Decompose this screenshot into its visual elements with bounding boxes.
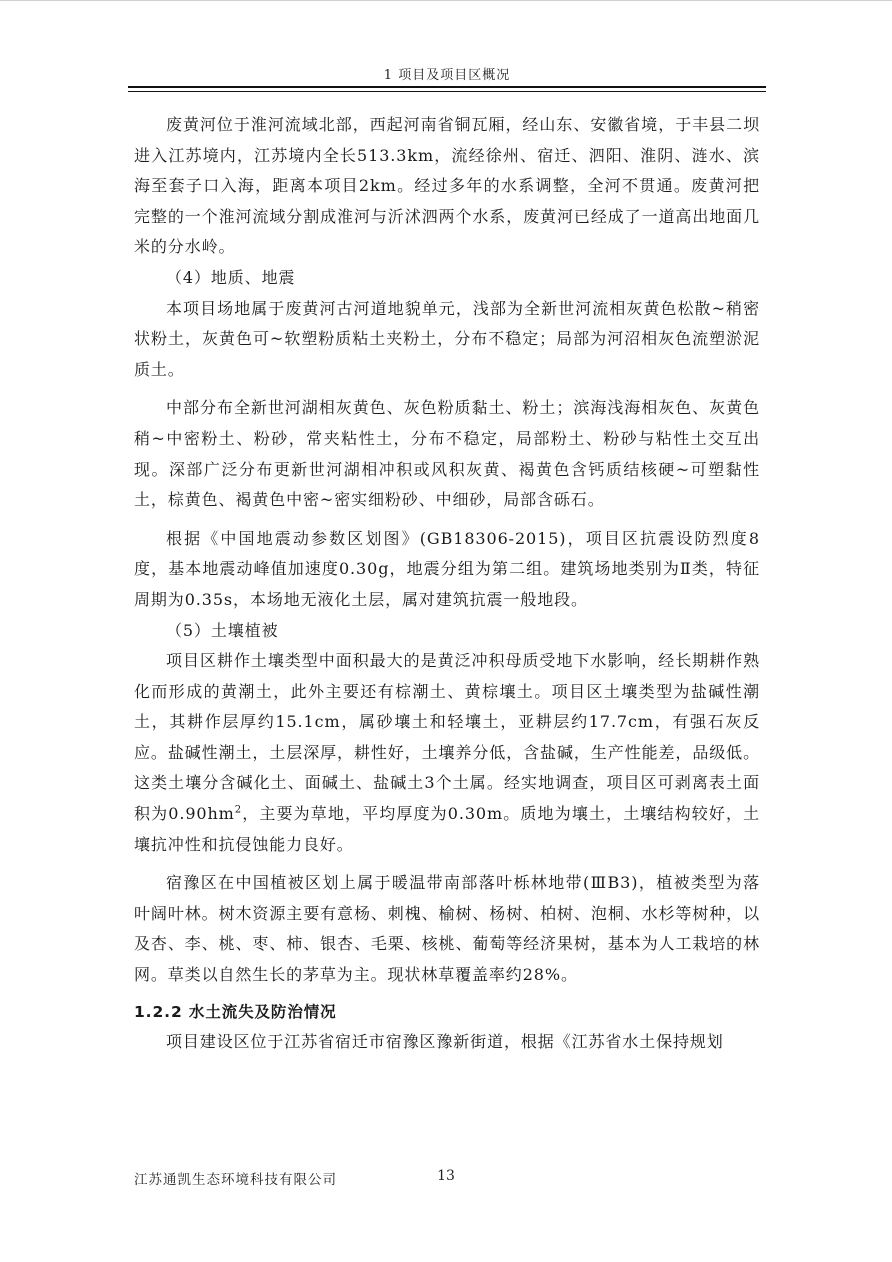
- paragraph-vegetation: 宿豫区在中国植被区划上属于暖温带南部落叶栎林地带(ⅢB3)，植被类型为落叶阔叶林。树木资源主要有意杨、刺槐、榆树、杨树、柏树、泡桐、水杉等树种，以及杏、李、桃、枣、柿、银杏、毛栗、核桃、葡萄等经济果树，基本为人工栽培的林网。草类以自然生长的茅草为主。现状林草覆盖率约28%。: [134, 873, 760, 985]
- paragraph-geology-deep: 中部分布全新世河湖相灰黄色、灰色粉质黏土、粉土；滨海浅海相灰色、灰黄色稍~中密粉土、粉砂，常夹粘性土，分布不稳定，局部粉土、粉砂与粘性土交互出现。深部广泛分布更新世河湖相冲积或风积灰黄、褐黄色含钙质结核硬~可塑黏性土，棕黄色、褐黄色中密~密实细粉砂、中细砂，局部含砾石。: [134, 398, 760, 510]
- paragraph-seismic: 根据《中国地震动参数区划图》(GB18306-2015)，项目区抗震设防烈度8度，基本地震动峰值加速度0.30g，地震分组为第二组。建筑场地类别为Ⅱ类，特征周期为0.35s，本场地无液化土层，属对建筑抗震一般地段。: [134, 528, 760, 609]
- page-number: 13: [437, 1168, 455, 1184]
- running-header: 1 项目及项目区概况: [383, 68, 511, 83]
- paragraph-feihuanghe: 废黄河位于淮河流域北部，西起河南省铜瓦厢，经山东、安徽省境，于丰县二坝进入江苏境内，江苏境内全长513.3km，流经徐州、宿迁、泗阳、淮阴、涟水、滨海至套子口入海，距离本项目2km。经过多年的水系调整，全河不贯通。废黄河把完整的一个淮河流域分割成淮河与沂沭泗两个水系，废黄河已经成了一道高出地面几米的分水岭。: [134, 115, 760, 257]
- paragraph-location: 项目建设区位于江苏省宿迁市宿豫区豫新街道，根据《江苏省水土保持规划: [166, 1032, 724, 1052]
- paragraph-soil-part2: ，主要为草地，平均厚度为0.30m。质地为壤土，土壤结构较好，土壤抗冲性和抗侵蚀能力良好。: [134, 804, 760, 854]
- header-rule-thin: [128, 91, 766, 92]
- subheading-soil-vegetation: （5）土壤植被: [166, 620, 279, 640]
- superscript-2: 2: [234, 804, 243, 816]
- paragraph-geology-shallow: 本项目场地属于废黄河古河道地貌单元，浅部为全新世河流相灰黄色松散~稍密状粉土，灰黄色可~软塑粉质粘土夹粉土，分布不稳定；局部为河沼相灰色流塑淤泥质土。: [134, 298, 760, 379]
- section-heading-1-2-2: 1.2.2 水土流失及防治情况: [134, 1002, 337, 1021]
- header-rule: [128, 86, 766, 88]
- footer-company: 江苏通凯生态环境科技有限公司: [134, 1172, 337, 1188]
- paragraph-soil-part1: 项目区耕作土壤类型中面积最大的是黄泛冲积母质受地下水影响，经长期耕作熟化而形成的黄潮土，此外主要还有棕潮土、黄棕壤土。项目区土壤类型为盐碱性潮土，其耕作层厚约15.1cm，属砂壤土和轻壤土，亚耕层约17.7cm，有强石灰反应。盐碱性潮土，土层深厚，耕性好，土壤养分低，含盐碱，生产性能差，品级低。这类土壤分含碱化土、面碱土、盐碱土3个土属。经实地调查，项目区可剥离表土面积为0.90hm: [134, 651, 760, 824]
- page-content: [134, 110, 760, 1058]
- page-top-edge: [0, 0, 892, 7]
- subheading-geology: （4）地质、地震: [166, 267, 296, 287]
- paragraph-soil: [134, 646, 760, 860]
